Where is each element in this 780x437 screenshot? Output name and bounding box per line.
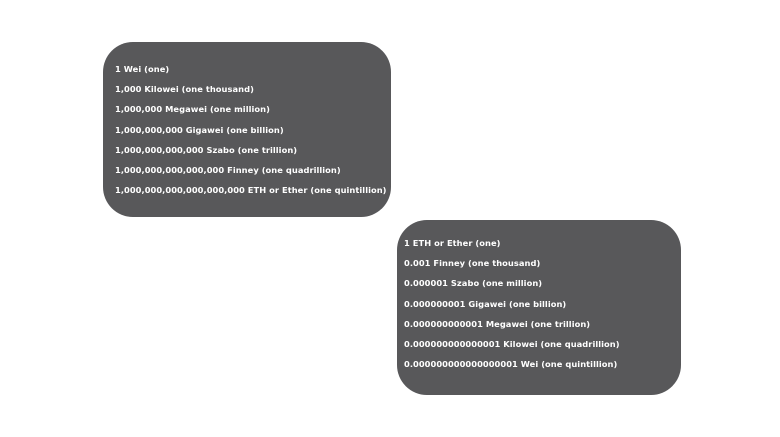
unit-line-szabo: 0.000001 Szabo (one million) — [404, 278, 543, 289]
unit-line-finney: 0.001 Finney (one thousand) — [404, 258, 541, 269]
unit-line-gigawei: 0.000000001 Gigawei (one billion) — [404, 298, 567, 309]
unit-line-kilowei: 1,000 Kilowei (one thousand) — [115, 84, 254, 95]
eth-to-wei-units-card — [397, 220, 681, 395]
unit-line-wei: 0.000000000000000001 Wei (one quintillion) — [404, 359, 618, 370]
unit-line-megawei: 0.000000000001 Megawei (one trillion) — [404, 318, 591, 329]
unit-line-megawei: 1,000,000 Megawei (one million) — [115, 104, 270, 115]
wei-to-eth-units-card — [103, 42, 391, 217]
unit-line-szabo: 1,000,000,000,000 Szabo (one trillion) — [115, 144, 298, 155]
unit-line-finney: 1,000,000,000,000,000 Finney (one quadrillion) — [115, 165, 341, 176]
unit-line-gigawei: 1,000,000,000 Gigawei (one billion) — [115, 124, 284, 135]
unit-line-eth: 1,000,000,000,000,000,000 ETH or Ether (one quintillion) — [115, 185, 387, 196]
unit-line-kilowei: 0.000000000000001 Kilowei (one quadrillion) — [404, 339, 620, 350]
unit-line-eth: 1 ETH or Ether (one) — [404, 238, 501, 248]
unit-line-wei: 1 Wei (one) — [115, 64, 170, 74]
